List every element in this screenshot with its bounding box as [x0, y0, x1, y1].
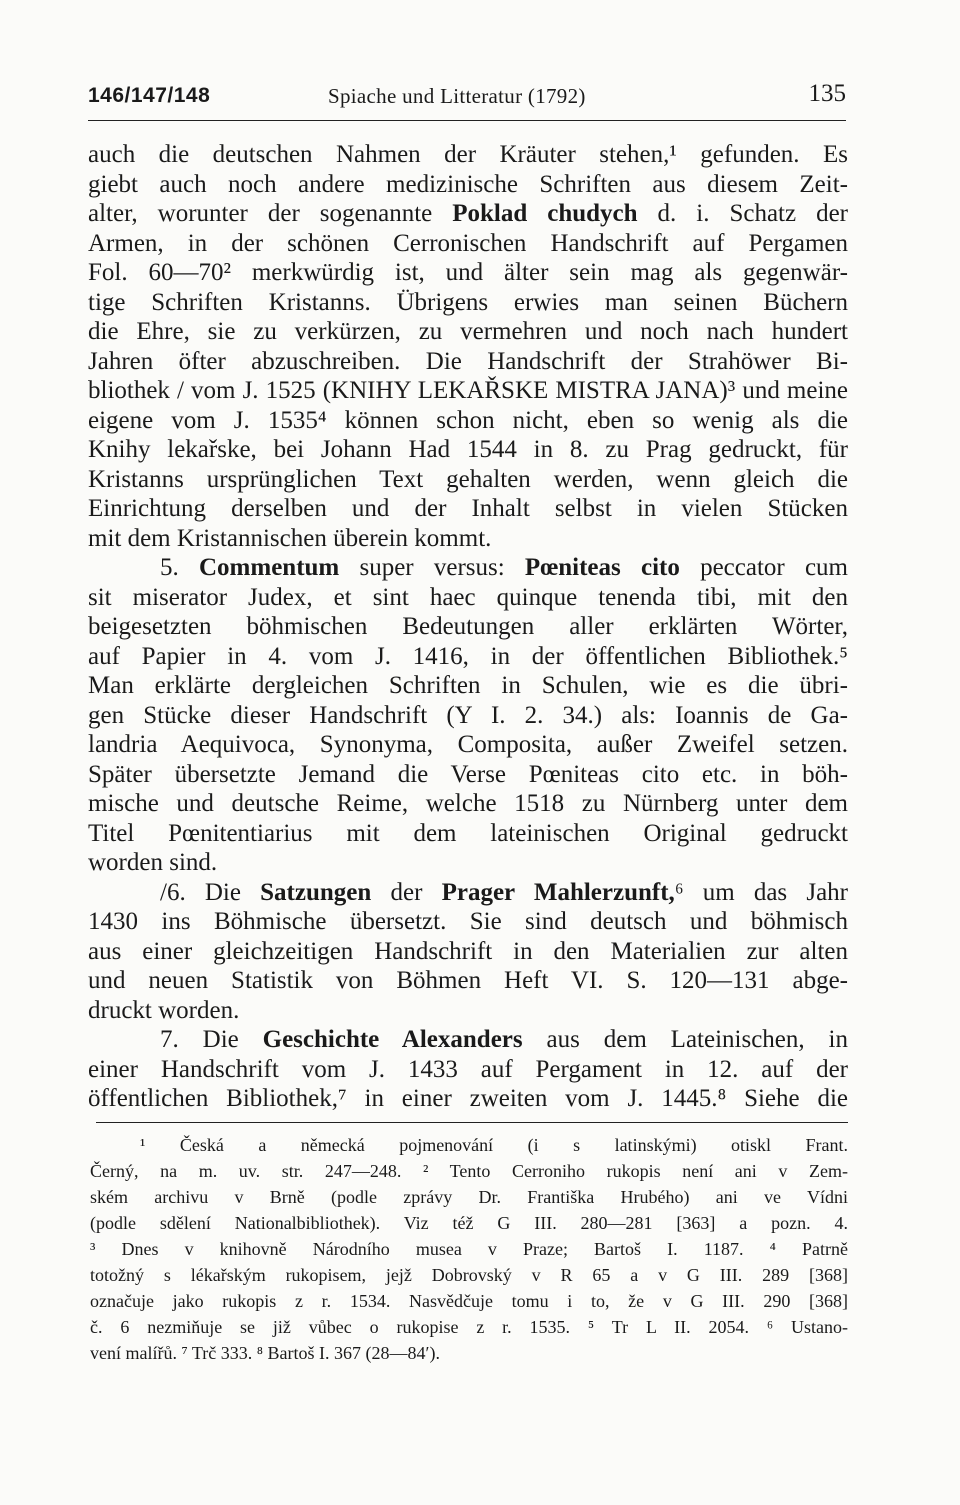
text-line: landria Aequivoca, Synonyma, Composita, außer Zweifel setzen. — [88, 731, 848, 758]
text-line: bliothek / vom J. 1525 (KNIHY LEKAŘSKE MISTRA JANA)³ und meine — [88, 377, 848, 404]
text-line: worden sind. — [88, 849, 218, 876]
text-line: sit miserator Judex, et sint haec quinque tenenda tibi, mit den — [88, 583, 848, 611]
text-line: Titel Pœnitentiarius mit dem lateinischen Original gedruckt — [88, 819, 848, 847]
text-line: Später übersetzte Jemand die Verse Pœniteas cito etc. in böh- — [88, 760, 848, 788]
text-line: mit dem Kristannischen überein kommt. — [88, 524, 492, 552]
text-line: 1430 ins Böhmische übersetzt. Sie sind deutsch und böhmisch — [88, 908, 848, 935]
text-line: auf Papier in 4. vom J. 1416, in der öffentlichen Bibliothek.⁵ — [88, 642, 848, 670]
text-line: einer Handschrift vom J. 1433 auf Pergament in 12. auf der — [88, 1055, 848, 1083]
footnote-line: ském archivu v Brně (podle zprávy Dr. Františka Hrubého) ani ve Vídni — [90, 1186, 848, 1207]
footnote-line: ³ Dnes v knihovně Národního musea v Praze; Bartoš I. 1187. ⁴ Patrně — [90, 1238, 848, 1259]
footnote-line: vení malířů. ⁷ Trč 333. ⁸ Bartoš I. 367 (28—84′). — [90, 1342, 440, 1363]
text-line: beigesetzten böhmischen Bedeutungen aller erklärten Wörter, — [88, 613, 848, 640]
text-line: Einrichtung derselben und der Inhalt selbst in vielen Stücken — [88, 495, 848, 522]
text-line: auch die deutschen Nahmen der Kräuter stehen,¹ gefunden. Es — [88, 141, 848, 168]
text-line: Kristanns ursprünglichen Text gehalten werden, wenn gleich die — [88, 465, 848, 493]
footnote-rule — [96, 1122, 848, 1123]
text-line: Man erklärte dergleichen Schriften in Schulen, wie es die übri- — [88, 672, 848, 699]
footnote-line: Černý, na m. uv. str. 247—248. ² Tento Cerroniho rukopis není ani v Zem- — [90, 1160, 848, 1181]
text-line: /6. Die Satzungen der Prager Mahlerzunft,⁶ um das Jahr — [160, 878, 848, 906]
footnote-line: ¹ Česká a německá pojmenování (i s latinskými) otiskl Frant. — [140, 1134, 848, 1155]
text-line: gen Stücke dieser Handschrift (Y I. 2. 34.) als: Ioannis de Ga- — [88, 701, 848, 729]
text-line: und neuen Statistik von Böhmen Heft VI. S. 120—131 abge- — [88, 967, 848, 994]
footnote-line: totožný s lékařským rukopisem, jejž Dobrovský v R 65 a v G III. 289 [368] — [90, 1264, 848, 1285]
text-line: alter, worunter der sogenannte Poklad chudych d. i. Schatz der — [88, 200, 848, 227]
text-line: öffentlichen Bibliothek,⁷ in einer zweiten vom J. 1445.⁸ Siehe die — [88, 1085, 848, 1112]
footnote-line: (podle sdělení Nationalbibliothek). Viz též G III. 280—281 [363] a pozn. 4. — [90, 1212, 848, 1233]
text-line: Armen, in der schönen Cerronischen Handschrift auf Pergamen — [88, 229, 848, 257]
original-page-numbers: 146/147/148 — [88, 84, 211, 107]
text-line: 5. Commentum super versus: Pœniteas cito peccator cum — [160, 554, 848, 581]
text-line: druckt worden. — [88, 996, 240, 1024]
text-line: aus einer gleichzeitigen Handschrift in den Materialien zur alten — [88, 937, 848, 965]
page-header — [88, 80, 846, 121]
text-line: Fol. 60—70² merkwürdig ist, und älter sein mag als gegenwär- — [88, 259, 848, 286]
text-line: 7. Die Geschichte Alexanders aus dem Lateinischen, in — [160, 1026, 848, 1053]
text-line: giebt auch noch andere medizinische Schriften aus diesem Zeit- — [88, 170, 848, 198]
running-title: Spiache und Litteratur (1792) — [328, 84, 586, 108]
footnote-line: označuje jako rukopis z r. 1534. Nasvědčuje tomu i to, že v G III. 290 [368] — [90, 1290, 848, 1311]
text-line: die Ehre, sie zu verkürzen, zu vermehren und noch nach hundert — [88, 318, 848, 345]
text-line: mische und deutsche Reime, welche 1518 zu Nürnberg unter dem — [88, 790, 848, 817]
folio-number: 135 — [808, 80, 846, 107]
text-line: Jahren öfter abzuschreiben. Die Handschrift der Strahöwer Bi- — [88, 347, 848, 375]
text-line: tige Schriften Kristanns. Übrigens erwies man seinen Büchern — [88, 288, 848, 316]
footnote-line: č. 6 nezmiňuje se již vůbec o rukopise z r. 1535. ⁵ Tr L II. 2054. ⁶ Ustano- — [90, 1316, 848, 1337]
text-line: Knihy lekařske, bei Johann Had 1544 in 8. zu Prag gedruckt, für — [88, 436, 848, 463]
text-line: eigene vom J. 1535⁴ können schon nicht, eben so wenig als die — [88, 406, 848, 434]
